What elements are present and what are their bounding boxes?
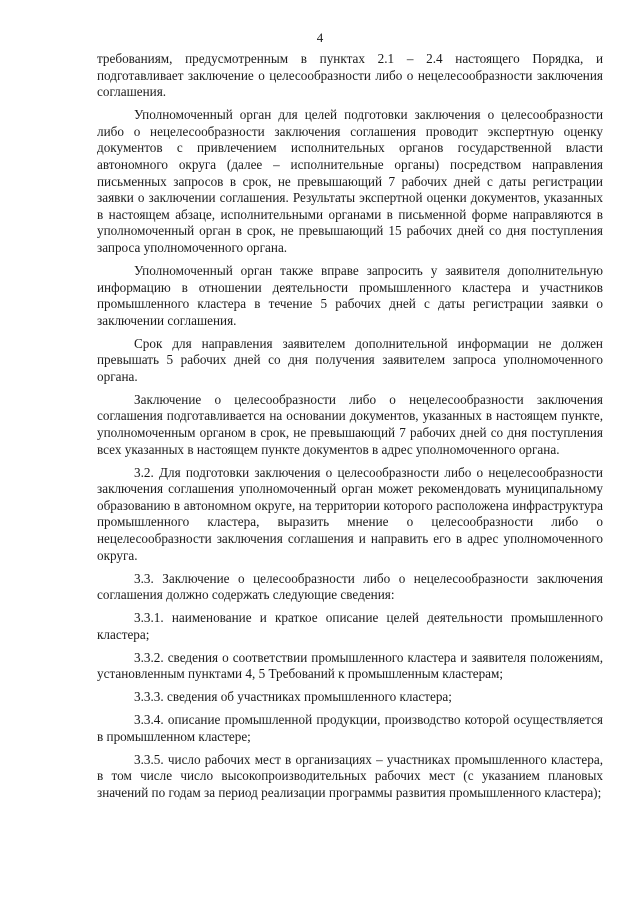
paragraph-3-2: 3.2. Для подготовки заключения о целесообразности либо о нецелесообразности заключения соглашения уполномоченный орган может рекомендовать муниципальному образованию в автономном округе, на территории которого расположена инфраструктура промышленного кластера, выразить мнение о целесообразности либо о нецелесообразности заключения соглашения и направить его в адрес уполномоченного округа.: [97, 464, 603, 563]
paragraph-3-3-3: 3.3.3. сведения об участниках промышленного кластера;: [134, 689, 452, 705]
paragraph-continuation: требованиям, предусмотренным в пунктах 2.1 – 2.4 настоящего Порядка, и подготавливает заключение о целесообразности либо о нецелесообразности заключения соглашения.: [97, 51, 603, 100]
paragraph-3-3-2: 3.3.2. сведения о соответствии промышленного кластера и заявителя положениям, установленным пунктами 4, 5 Требований к промышленным кластерам;: [97, 649, 603, 682]
paragraph-3-3-1: 3.3.1. наименование и краткое описание целей деятельности промышленного кластера;: [97, 610, 603, 642]
paragraph-additional-info-deadline: Срок для направления заявителем дополнительной информации не должен превышать 5 рабочих дней со дня получения заявителем запроса уполномоченного органа.: [97, 335, 603, 384]
paragraph-3-3: 3.3. Заключение о целесообразности либо о нецелесообразности заключения соглашения должно содержать следующие сведения:: [97, 570, 603, 603]
paragraph-3-3-4: 3.3.4. описание промышленной продукции, производство которой осуществляется в промышленном кластере;: [97, 712, 603, 744]
document-body: [97, 51, 603, 808]
paragraph-3-3-5: 3.3.5. число рабочих мест в организациях – участниках промышленного кластера, в том числе число высокопроизводительных рабочих мест (с указанием плановых значений по годам за период реализации программы развития промышленного кластера);: [97, 751, 603, 801]
paragraph-expert-assessment: Уполномоченный орган для целей подготовки заключения о целесообразности либо о нецелесообразности заключения соглашения проводит экспертную оценку документов с привлечением исполнительных органов государственной власти автономного округа (далее – исполнительные органы) посредством направления письменных запросов в срок, не превышающий 7 рабочих дней с даты регистрации заявки о заключении соглашения. Результаты экспертной оценки документов, указанных в настоящем абзаце, исполнительными органами в письменной форме направляются в уполномоченный орган в срок, не превышающий 15 рабочих дней со дня поступления запроса уполномоченного органа.: [97, 107, 603, 255]
paragraph-additional-info-request: Уполномоченный орган также вправе запросить у заявителя дополнительную информацию в отношении деятельности промышленного кластера и участников промышленного кластера в течение 5 рабочих дней с даты регистрации заявки о заключении соглашения.: [97, 262, 603, 328]
page-number: 4: [316, 30, 324, 45]
paragraph-conclusion-preparation: Заключение о целесообразности либо о нецелесообразности заключения соглашения подготавливается на основании документов, указанных в настоящем пункте, уполномоченным органом в срок, не превышающий 7 рабочих дней со дня поступления всех указанных в настоящем пункте документов в адрес уполномоченного органа.: [97, 391, 603, 457]
